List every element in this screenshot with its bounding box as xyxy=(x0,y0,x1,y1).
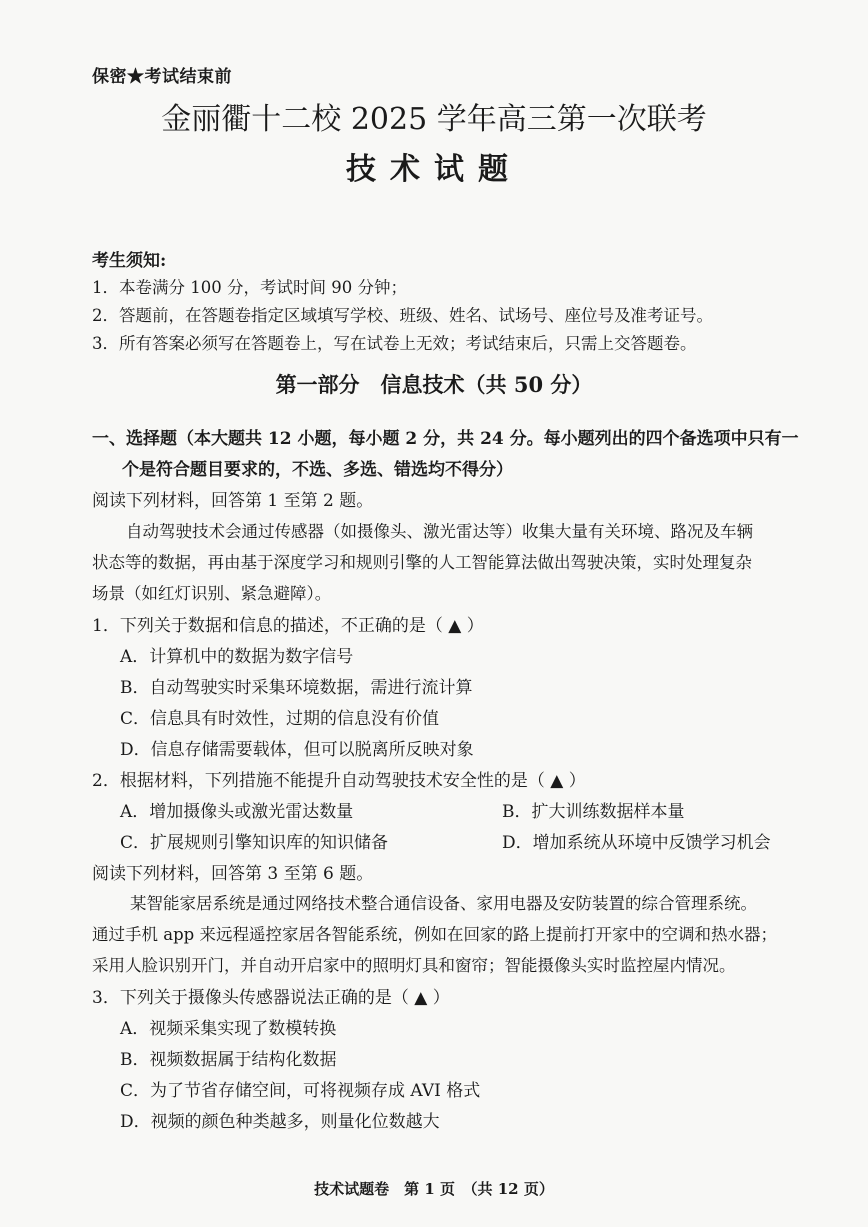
confidential-label: 保密★考试结束前 xyxy=(92,67,232,87)
question-option: B．视频数据属于结构化数据 xyxy=(120,1050,337,1070)
material-line: 场景（如红灯识别、紧急避障）。 xyxy=(92,584,332,603)
notice-item: 1．本卷满分 100 分，考试时间 90 分钟； xyxy=(92,278,407,297)
material-line: 某智能家居系统是通过网络技术整合通信设备、家用电器及安防装置的综合管理系统。 xyxy=(130,894,757,913)
subject-title: 技术试题 xyxy=(346,152,522,187)
material-line: 状态等的数据，再由基于深度学习和规则引擎的人工智能算法做出驾驶决策，实时处理复杂 xyxy=(92,553,752,572)
question-stem: 3．下列关于摄像头传感器说法正确的是（ ▲ ） xyxy=(92,988,450,1008)
material-line: 自动驾驶技术会通过传感器（如摄像头、激光雷达等）收集大量有关环境、路况及车辆 xyxy=(126,522,753,541)
notice-item: 3．所有答案必须写在答题卷上，写在试卷上无效；考试结束后，只需上交答题卷。 xyxy=(92,334,697,353)
question-stem: 1．下列关于数据和信息的描述，不正确的是（ ▲ ） xyxy=(92,616,484,636)
question-option: A．增加摄像头或激光雷达数量 xyxy=(120,802,354,822)
question-option: D．视频的颜色种类越多，则量化位数越大 xyxy=(120,1112,440,1132)
question-option: C．扩展规则引擎知识库的知识储备 xyxy=(120,833,389,853)
reading-intro: 阅读下列材料，回答第 1 至第 2 题。 xyxy=(92,491,374,511)
reading-intro: 阅读下列材料，回答第 3 至第 6 题。 xyxy=(92,864,374,884)
section-title: 第一部分 信息技术（共 50 分） xyxy=(275,372,593,397)
question-option: B．扩大训练数据样本量 xyxy=(502,802,685,822)
material-line: 采用人脸识别开门，并自动开启家中的照明灯具和窗帘；智能摄像头实时监控屋内情况。 xyxy=(92,956,736,975)
notice-item: 2．答题前，在答题卷指定区域填写学校、班级、姓名、试场号、座位号及准考证号。 xyxy=(92,306,713,325)
question-option: D．增加系统从环境中反馈学习机会 xyxy=(502,833,771,853)
question-option: A．计算机中的数据为数字信号 xyxy=(120,647,354,667)
material-line: 通过手机 app 来远程遥控家居各智能系统，例如在回家的路上提前打开家中的空调和热水器； xyxy=(92,925,777,944)
question-option: D．信息存储需要载体，但可以脱离所反映对象 xyxy=(120,740,474,760)
question-option: C．为了节省存储空间，可将视频存成 AVI 格式 xyxy=(120,1081,481,1101)
question-type-line: 个是符合题目要求的，不选、多选、错选均不得分） xyxy=(122,460,513,480)
page-footer: 技术试题卷 第 1 页 （共 12 页） xyxy=(314,1180,554,1198)
question-stem: 2．根据材料，下列措施不能提升自动驾驶技术安全性的是（ ▲ ） xyxy=(92,771,586,791)
question-type-line: 一、选择题（本大题共 12 小题，每小题 2 分，共 24 分。每小题列出的四个备选项中只有一 xyxy=(92,429,799,449)
question-option: A．视频采集实现了数模转换 xyxy=(120,1019,337,1039)
question-option: B．自动驾驶实时采集环境数据，需进行流计算 xyxy=(120,678,473,698)
question-option: C．信息具有时效性，过期的信息没有价值 xyxy=(120,709,440,729)
exam-title: 金丽衢十二校 2025 学年高三第一次联考 xyxy=(161,102,707,137)
notice-heading: 考生须知: xyxy=(92,251,167,271)
